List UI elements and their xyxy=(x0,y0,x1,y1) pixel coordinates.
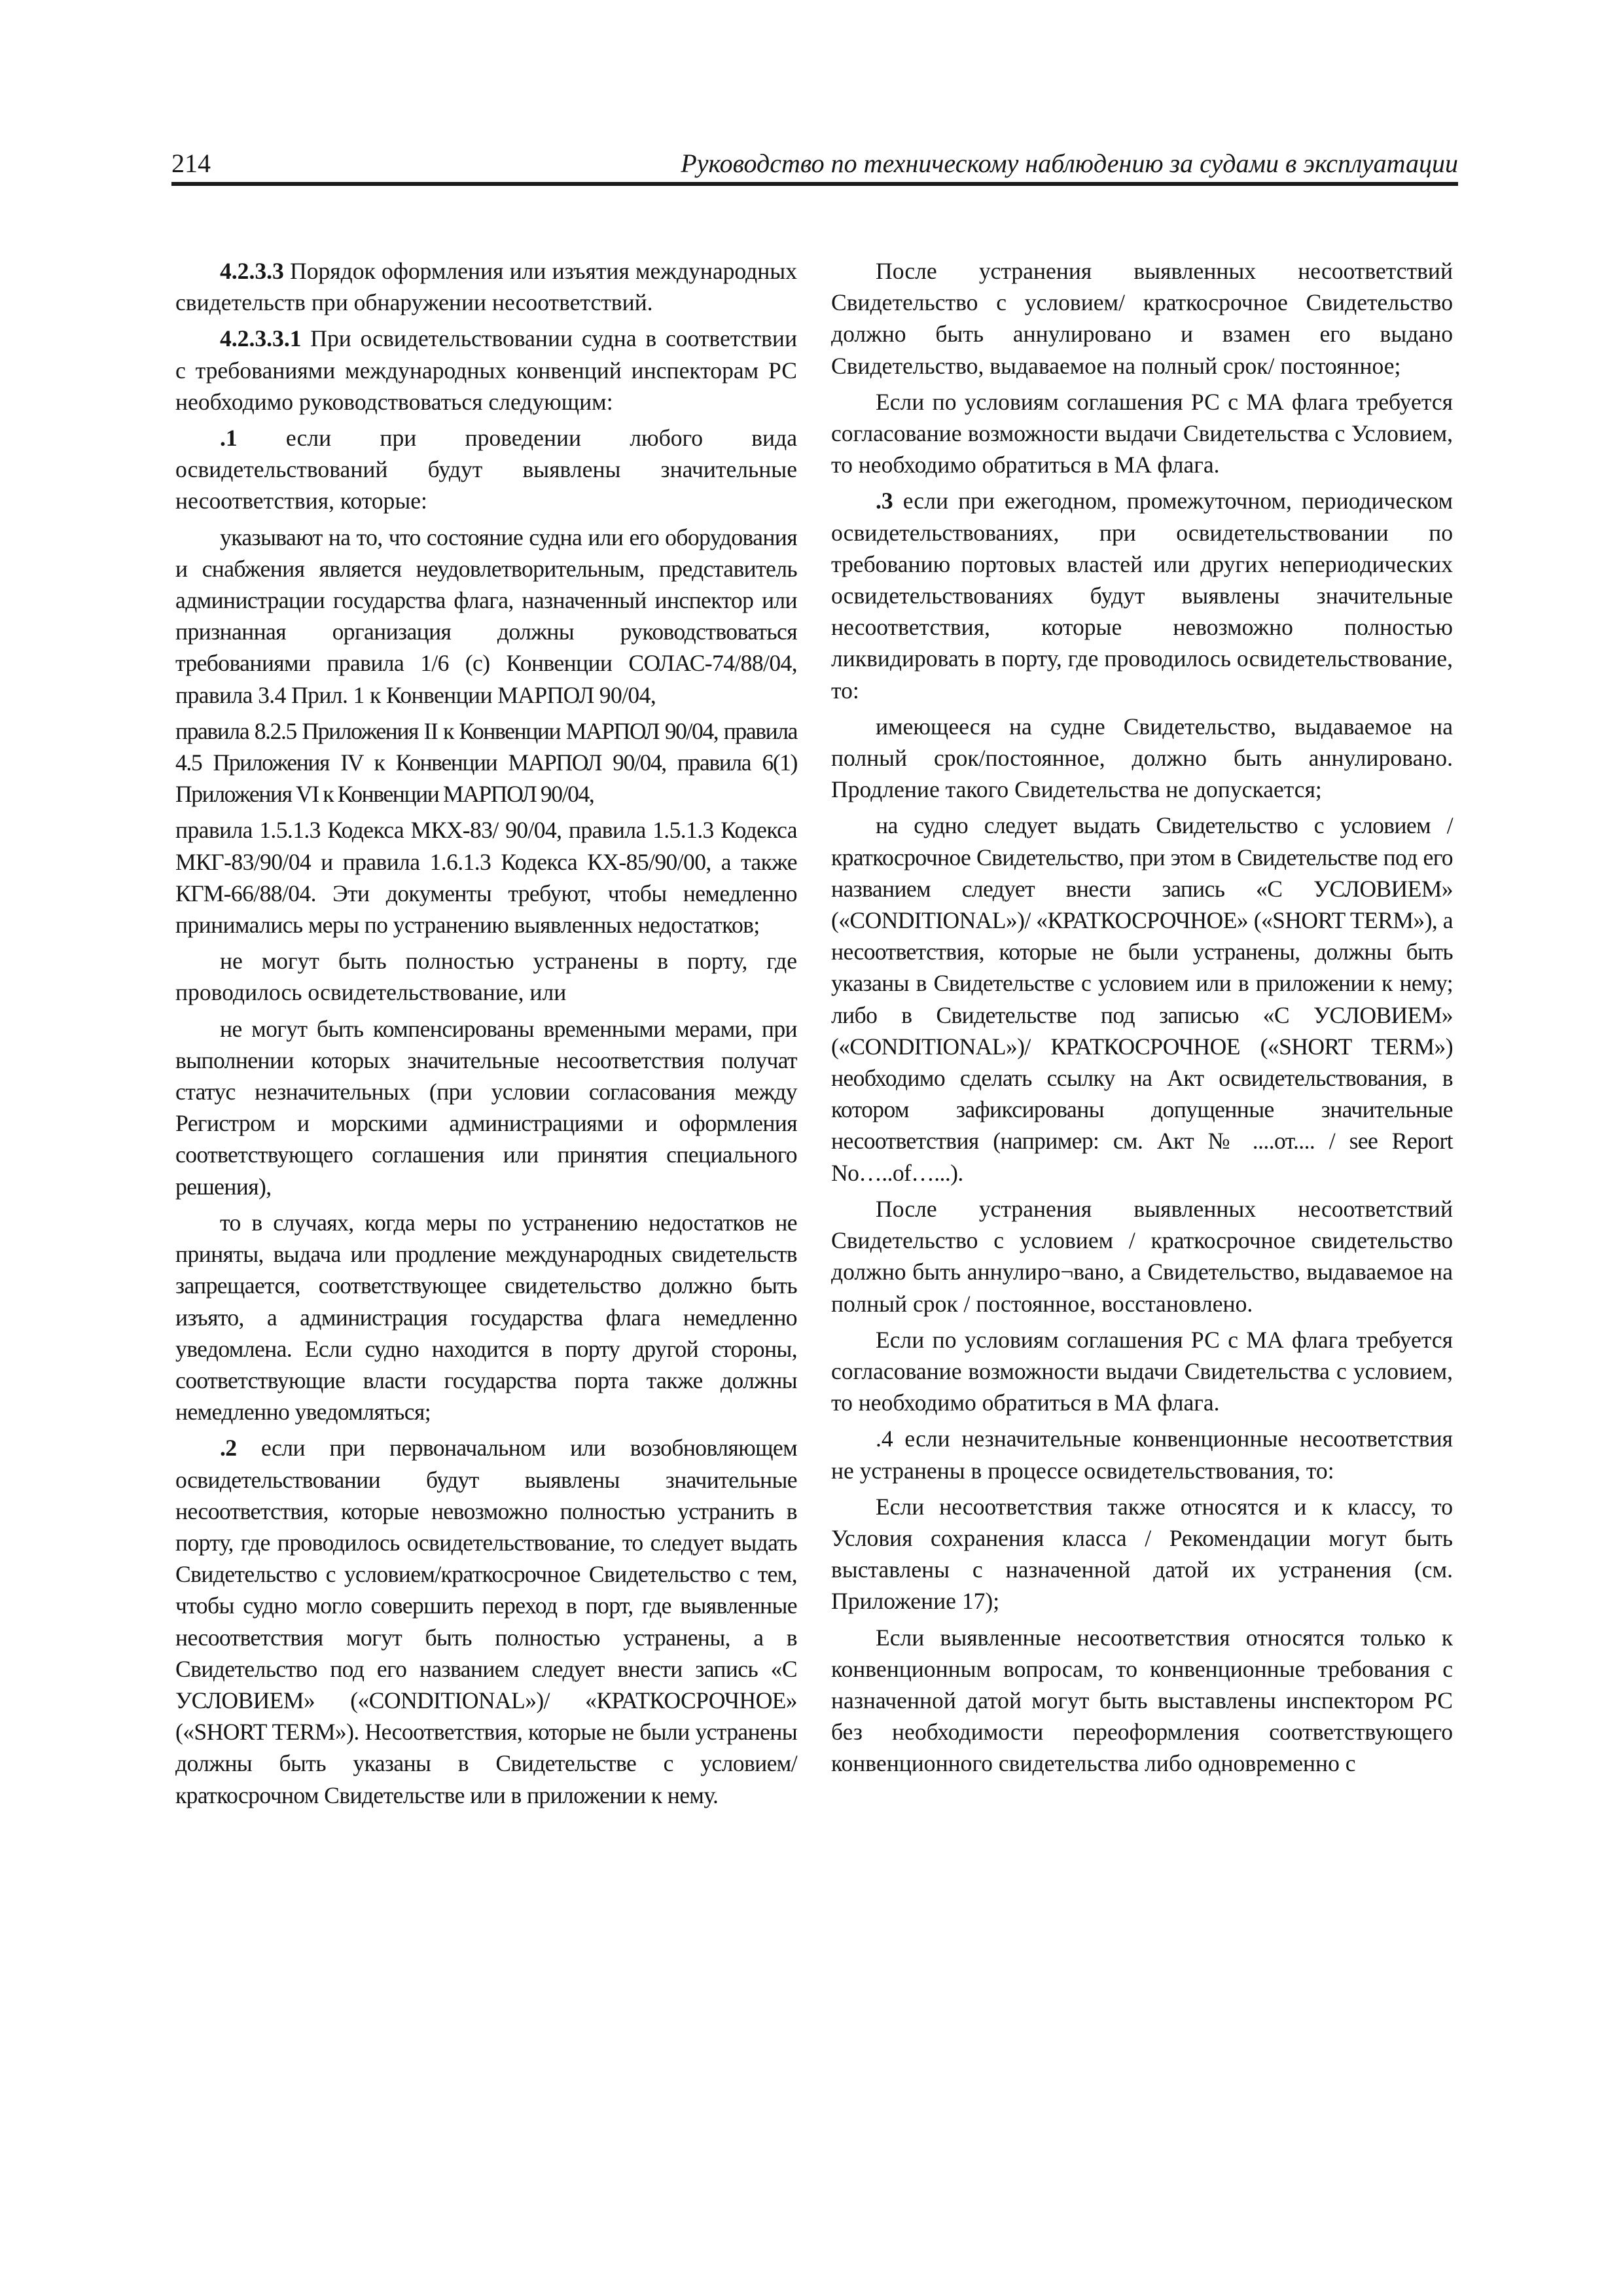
paragraph-4-2-3-3 xyxy=(175,255,797,318)
paragraph-text: После устранения выявленных несоответствий Свидетельство с условием/ краткосрочное Свидетельство должно быть аннулировано и взамен его выдано Свидетельство, выдаваемое на полный срок/ постоянное; xyxy=(831,258,1453,379)
paragraph-item-1 xyxy=(175,422,797,517)
paragraph-text: имеющееся на судне Свидетельство, выдаваемое на полный срок/постоянное, должно быть аннулировано. Продление такого Свидетельства не допускается; xyxy=(831,713,1453,803)
paragraph-text: если при первоначальном или возобновляющем освидетельствовании будут выявлены значительные несоответствия, которые невозможно полностью устранить в порту, где проводилось освидетельствование, то следует выдать Свидетельство с условием/краткосрочное Свидетельство с тем, чтобы судно могло совершить переход в порт, где выявленные несоответствия могут быть полностью устранены, а в Свидетельство под его названием следует внести запись «С УСЛОВИЕМ» («CONDITIONAL»)/ «КРАТКОСРОЧНОЕ» («SHORT TERM»). Несоответствия, которые не были устранены должны быть указаны в Свидетельстве с условием/ краткосрочном Свидетельстве или в приложении к нему. xyxy=(175,1435,797,1808)
page-header xyxy=(171,145,1458,186)
paragraph-4-2-3-3-1 xyxy=(175,323,797,418)
paragraph-text: Если выявленные несоответствия относятся только к конвенционным вопросам, то конвенционные требования с назначенной датой могут быть выставлены инспектором РС без необходимости переоформления соответствующего конвенционного свидетельства либо одновременно с xyxy=(831,1624,1453,1777)
paragraph-item-4: .4 если незначительные конвенционные несоответствия не устранены в процессе освидетельствования, то: xyxy=(831,1426,1453,1484)
section-number: 4.2.3.3 xyxy=(220,258,284,284)
paragraph-text: правила 1.5.1.3 Кодекса МКХ-83/ 90/04, правила 1.5.1.3 Кодекса МКГ-83/90/04 и правила 1.6.1.3 Кодекса КХ-85/90/00, а также КГМ-66/88/04. Эти документы требуют, чтобы немедленно принимались меры по устранению выявленных недостатков; xyxy=(175,817,797,939)
paragraph-text: После устранения выявленных несоответствий Свидетельство с условием / краткосрочное свидетельство должно быть аннулиро¬вано, а Свидетельство, выдаваемое на полный срок / постоянное, восстановлено. xyxy=(831,1195,1453,1317)
paragraph-text: Если по условиям соглашения РС с МА флага требуется согласование возможности выдачи Свидетельства с Условием, то необходимо обратиться в МА флага. xyxy=(831,388,1453,478)
paragraph-text: указывают на то, что состояние судна или его оборудования и снабжения является неудовлетворительным, представитель администрации государства флага, назначенный инспектор или признанная организация должны руководствоваться требованиями правила 1/6 (с) Конвенции СОЛАС-74/88/04, правила 3.4 Прил. 1 к Конвенции МАРПОЛ 90/04, xyxy=(175,524,797,708)
running-title: Руководство по техническому наблюдению за судами в эксплуатации xyxy=(681,149,1458,178)
section-number: 4.2.3.3.1 xyxy=(220,325,302,352)
item-number: .3 xyxy=(876,488,893,514)
paragraph-text: Если несоответствия также относятся и к классу, то Условия сохранения класса / Рекомендации могут быть выставлены с назначенной датой их устранения (см. Приложение 17); xyxy=(831,1493,1453,1615)
paragraph-item-2 xyxy=(175,1432,797,1810)
paragraph-text: Порядок оформления или изъятия международных свидетельств при обнаружении несоответствий. xyxy=(175,258,797,316)
right-column xyxy=(831,255,1453,1784)
paragraph-item-3 xyxy=(831,485,1453,706)
paragraph-text: если при ежегодном, промежуточном, периодическом освидетельствованиях, при освидетельствовании по требованию портовых властей или других непериодических освидетельствованиях будут выявлены значительные несоответствия, которые невозможно полностью ликвидировать в порту, где проводилось освидетельствование, то: xyxy=(831,488,1453,704)
paragraph-text: не могут быть полностью устранены в порту, где проводилось освидетельствование, или xyxy=(175,948,797,1006)
item-number: .2 xyxy=(220,1435,237,1462)
left-column xyxy=(175,255,797,1816)
paragraph-text: правила 8.2.5 Приложения II к Конвенции МАРПОЛ 90/04, правила 4.5 Приложения IV к Конвенции МАРПОЛ 90/04, правила 6(1) Приложения VI к Конвенции МАРПОЛ 90/04, xyxy=(175,717,797,808)
paragraph-text: на судно следует выдать Свидетельство с условием / краткосрочное Свидетельство, при этом в Свидетельстве под его названием следует внести запись «С УСЛОВИЕМ» («CONDITIONAL»)/ «КРАТКОСРОЧНОЕ» («SHORT TERM»), а несоответствия, которые не были устранены, должны быть указаны в Свидетельстве с условием или в приложении к нему; либо в Свидетельстве под записью «С УСЛОВИЕМ» («CONDITIONAL»)/ КРАТКОСРОЧНОЕ («SHORT TERM») необходимо сделать ссылку на Акт освидетельствования, в котором зафиксированы допущенные значительные несоответствия (например: см. Акт № ....от.... / see Report No…..of…...). xyxy=(831,812,1453,1186)
paragraph-text: то в случаях, когда меры по устранению недостатков не приняты, выдача или продление международных свидетельств запрещается, соответствующее свидетельство должно быть изъято, а администрация государства флага немедленно уведомлена. Если судно находится в порту другой стороны, соответствующие власти государства порта также должны немедленно уведомляться; xyxy=(175,1209,797,1426)
item-number: .1 xyxy=(220,425,238,452)
paragraph-text: Если по условиям соглашения РС с МА флага требуется согласование возможности выдачи Свидетельства с условием, то необходимо обратиться в МА флага. xyxy=(831,1326,1453,1416)
paragraph-text: если при проведении любого вида освидетельствований будут выявлены значительные несоответствия, которые: xyxy=(175,425,797,514)
paragraph-text: При освидетельствовании судна в соответствии с требованиями международных конвенций инспекторам РС необходимо руководствоваться следующим: xyxy=(175,325,797,415)
page-number: 214 xyxy=(171,149,211,178)
paragraph-text: не могут быть компенсированы временными мерами, при выполнении которых значительные несоответствия получат статус незначительных (при условии согласования между Регистром и морскими администрациями и оформления соответствующего соглашения или принятия специального решения), xyxy=(175,1015,797,1200)
